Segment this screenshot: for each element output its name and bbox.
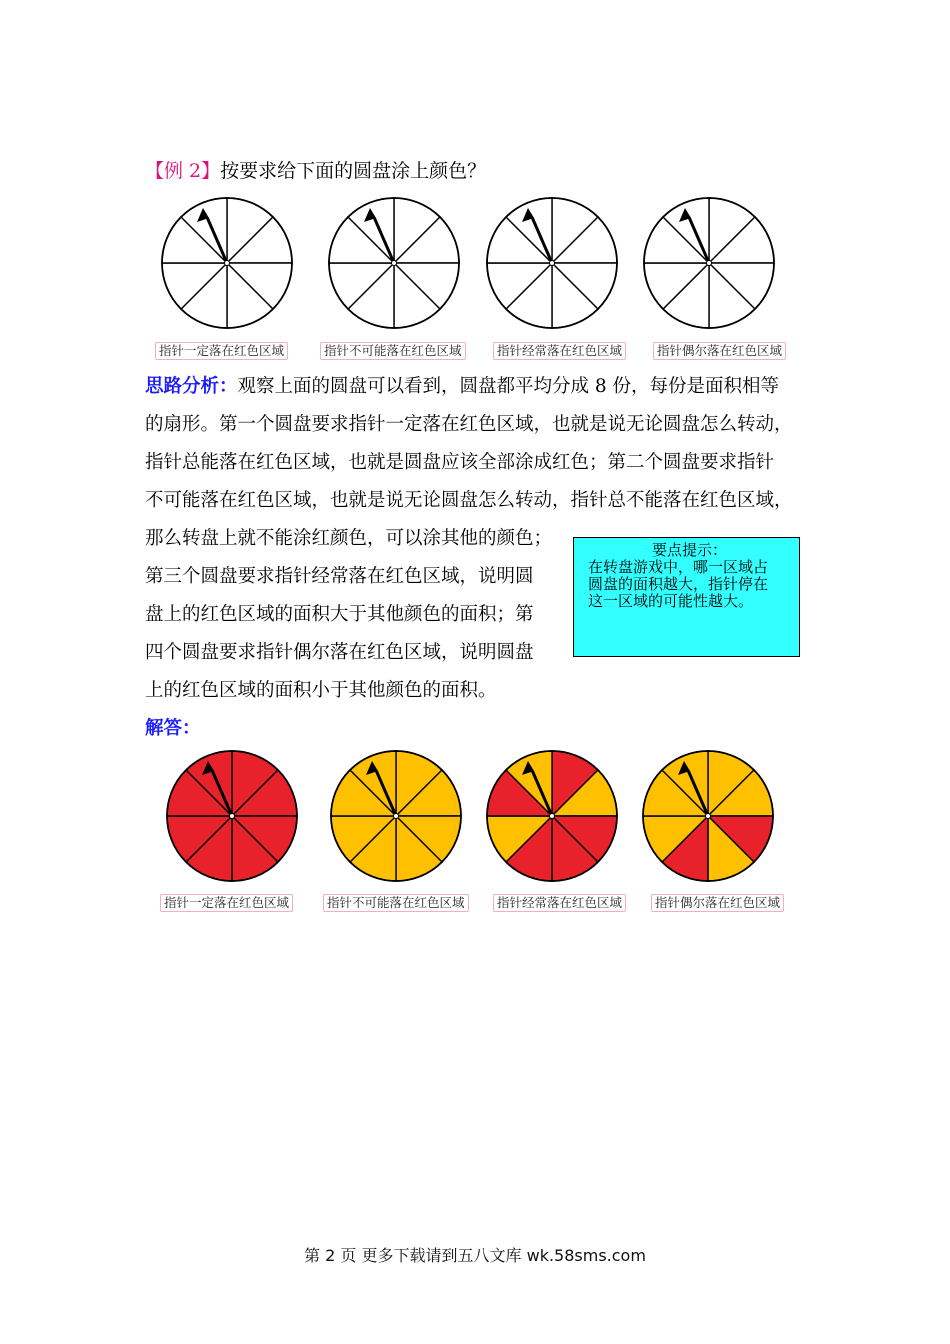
spinner-wheel-2 <box>326 195 462 331</box>
pointer-hub <box>550 814 555 819</box>
analysis-line-6: 第三个圆盘要求指针经常落在红色区域，说明圆 <box>145 566 534 587</box>
answer-label-1: 指针一定落在红色区域 <box>160 894 293 912</box>
wheel-label-4: 指针偶尔落在红色区域 <box>653 342 786 360</box>
answer-wheel-1 <box>164 748 300 884</box>
analysis-line-4: 不可能落在红色区域，也就是说无论圆盘怎么转动，指针总不能落在红色区域， <box>145 490 793 511</box>
spinner-wheel-1 <box>159 195 295 331</box>
analysis-line-7: 盘上的红色区域的面积大于其他颜色的面积；第 <box>145 604 534 625</box>
analysis-line-1: 思路分析：观察上面的圆盘可以看到，圆盘都平均分成 8 份，每份是面积相等 <box>145 376 780 397</box>
spinner-wheel-4 <box>641 195 777 331</box>
wheel-label-2: 指针不可能落在红色区域 <box>320 342 466 360</box>
analysis-heading: 思路分析： <box>145 376 238 397</box>
page-footer: 第 2 页 更多下载请到五八文库 wk.58sms.com <box>304 1246 646 1265</box>
tip-line-2: 圆盘的面积越大，指针停在 <box>588 575 769 593</box>
answer-wheel-2 <box>328 748 464 884</box>
pointer-hub <box>706 814 711 819</box>
example-question: 按要求给下面的圆盘涂上颜色？ <box>220 160 487 182</box>
answer-heading: 解答： <box>145 718 201 739</box>
answer-label-4: 指针偶尔落在红色区域 <box>651 894 784 912</box>
example-tag: 【例 2】 <box>145 160 221 182</box>
pointer-hub <box>707 261 712 266</box>
analysis-line-5: 那么转盘上就不能涂红颜色，可以涂其他的颜色； <box>145 528 553 549</box>
pointer-hub <box>550 261 555 266</box>
wheel-label-1: 指针一定落在红色区域 <box>155 342 288 360</box>
analysis-line-9: 上的红色区域的面积小于其他颜色的面积。 <box>145 680 497 701</box>
tip-line-1: 在转盘游戏中，哪一区域占 <box>588 558 769 576</box>
analysis-line-8: 四个圆盘要求指针偶尔落在红色区域，说明圆盘 <box>145 642 534 663</box>
pointer-hub <box>394 814 399 819</box>
tip-title: 要点提示： <box>651 541 727 559</box>
analysis-line-2: 的扇形。第一个圆盘要求指针一定落在红色区域，也就是说无论圆盘怎么转动， <box>145 414 793 435</box>
answer-wheel-3 <box>484 748 620 884</box>
pointer-hub <box>225 261 230 266</box>
pointer-hub <box>392 261 397 266</box>
wheel-label-3: 指针经常落在红色区域 <box>493 342 626 360</box>
spinner-wheel-3 <box>484 195 620 331</box>
tip-box <box>573 537 800 657</box>
pointer-hub <box>230 814 235 819</box>
answer-wheel-4 <box>640 748 776 884</box>
example-title <box>145 158 486 184</box>
answer-label-2: 指针不可能落在红色区域 <box>323 894 469 912</box>
answer-label-3: 指针经常落在红色区域 <box>493 894 626 912</box>
tip-line-3: 这一区域的可能性越大。 <box>588 592 754 610</box>
analysis-line-3: 指针总能落在红色区域，也就是圆盘应该全部涂成红色；第二个圆盘要求指针 <box>145 452 775 473</box>
